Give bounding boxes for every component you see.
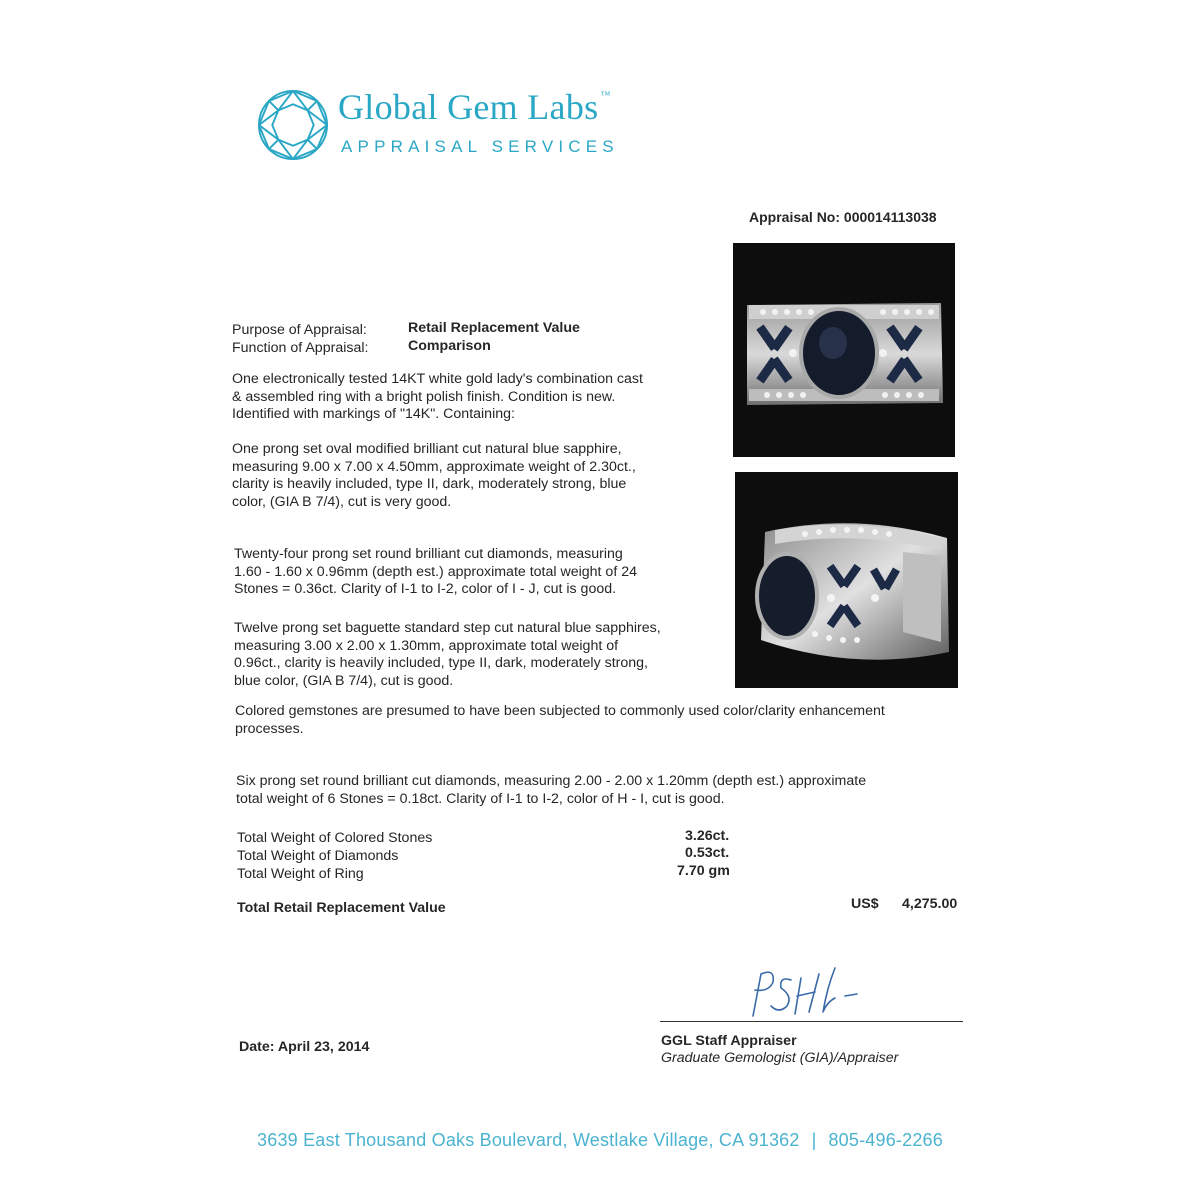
description-baguette-sapphires: [234, 620, 661, 690]
appraisal-date: Date: April 23, 2014: [239, 1039, 370, 1055]
text-line: Colored gemstones are presumed to have been subjected to commonly used color/clarity enhancement: [235, 703, 885, 719]
text-line: blue color, (GIA B 7/4), cut is good.: [234, 672, 454, 689]
text-line: Six prong set round brilliant cut diamonds, measuring 2.00 - 2.00 x 1.20mm (depth est.) approximate: [236, 773, 867, 789]
ring-photo-side: [735, 472, 958, 688]
text-line: Identified with markings of "14K". Containing:: [232, 406, 515, 422]
text-line: Twelve prong set baguette standard step cut natural blue sapphires,: [234, 620, 661, 636]
text-line: measuring 9.00 x 7.00 x 4.50mm, approximate weight of 2.30ct.,: [232, 458, 636, 475]
text-line: total weight of 6 Stones = 0.18ct. Clarity of I-1 to I-2, color of H - I, cut is good.: [236, 790, 725, 807]
footer-phone: 805-496-2266: [828, 1130, 943, 1150]
text-line: & assembled ring with a bright polish finish. Condition is new.: [232, 388, 616, 405]
appraisal-number: Appraisal No: 000014113038: [749, 209, 937, 225]
total-ring-weight-value: 7.70 gm: [677, 863, 730, 879]
text-line: 0.96ct., clarity is heavily included, type II, dark, moderately strong,: [234, 655, 648, 671]
description-diamonds-24: [234, 546, 637, 599]
text-line: color, (GIA B 7/4), cut is very good.: [232, 493, 452, 510]
description-center-sapphire: [232, 441, 636, 511]
footer-address: 3639 East Thousand Oaks Boulevard, Westlake Village, CA 91362: [257, 1130, 800, 1150]
appraiser-name: GGL Staff Appraiser: [661, 1033, 797, 1049]
enhancement-disclaimer: [235, 703, 885, 738]
total-colored-stones-value: 3.26ct.: [685, 828, 730, 844]
appraiser-signature: [735, 958, 865, 1024]
footer-contact: [0, 1130, 1200, 1151]
description-diamonds-6: [236, 773, 866, 808]
text-line: One prong set oval modified brilliant cut natural blue sapphire,: [232, 441, 622, 457]
total-diamonds-label: Total Weight of Diamonds: [237, 848, 399, 864]
function-label: Function of Appraisal:: [232, 340, 369, 356]
ring-photo-front: [733, 243, 955, 457]
gem-icon: [256, 88, 330, 162]
total-colored-stones-label: Total Weight of Colored Stones: [237, 830, 433, 846]
function-value: Comparison: [408, 338, 491, 354]
currency-label: US$: [851, 896, 879, 912]
total-retail-value: 4,275.00: [902, 896, 958, 912]
footer-separator: |: [811, 1130, 817, 1150]
purpose-label: Purpose of Appraisal:: [232, 322, 367, 338]
brand-name: Global Gem Labs ™: [338, 87, 611, 127]
text-line: Stones = 0.36ct. Clarity of I-1 to I-2, color of I - J, cut is good.: [234, 581, 617, 597]
text-line: clarity is heavily included, type II, dark, moderately strong, blue: [232, 476, 627, 492]
text-line: measuring 3.00 x 2.00 x 1.30mm, approximate total weight of: [234, 637, 619, 654]
trademark-mark: ™: [600, 90, 611, 101]
description-ring: [232, 371, 643, 424]
total-diamonds-value: 0.53ct.: [685, 845, 730, 861]
purpose-value: Retail Replacement Value: [408, 320, 580, 336]
text-line: processes.: [235, 720, 304, 737]
brand-tagline: APPRAISAL SERVICES: [341, 137, 619, 156]
total-ring-weight-label: Total Weight of Ring: [237, 866, 364, 882]
appraiser-title: Graduate Gemologist (GIA)/Appraiser: [661, 1050, 899, 1066]
total-retail-value-label: Total Retail Replacement Value: [237, 900, 446, 916]
text-line: 1.60 - 1.60 x 0.96mm (depth est.) approximate total weight of 24: [234, 563, 637, 580]
text-line: Twenty-four prong set round brilliant cut diamonds, measuring: [234, 546, 623, 562]
text-line: One electronically tested 14KT white gold lady's combination cast: [232, 371, 643, 387]
signature-line: [660, 1021, 963, 1022]
